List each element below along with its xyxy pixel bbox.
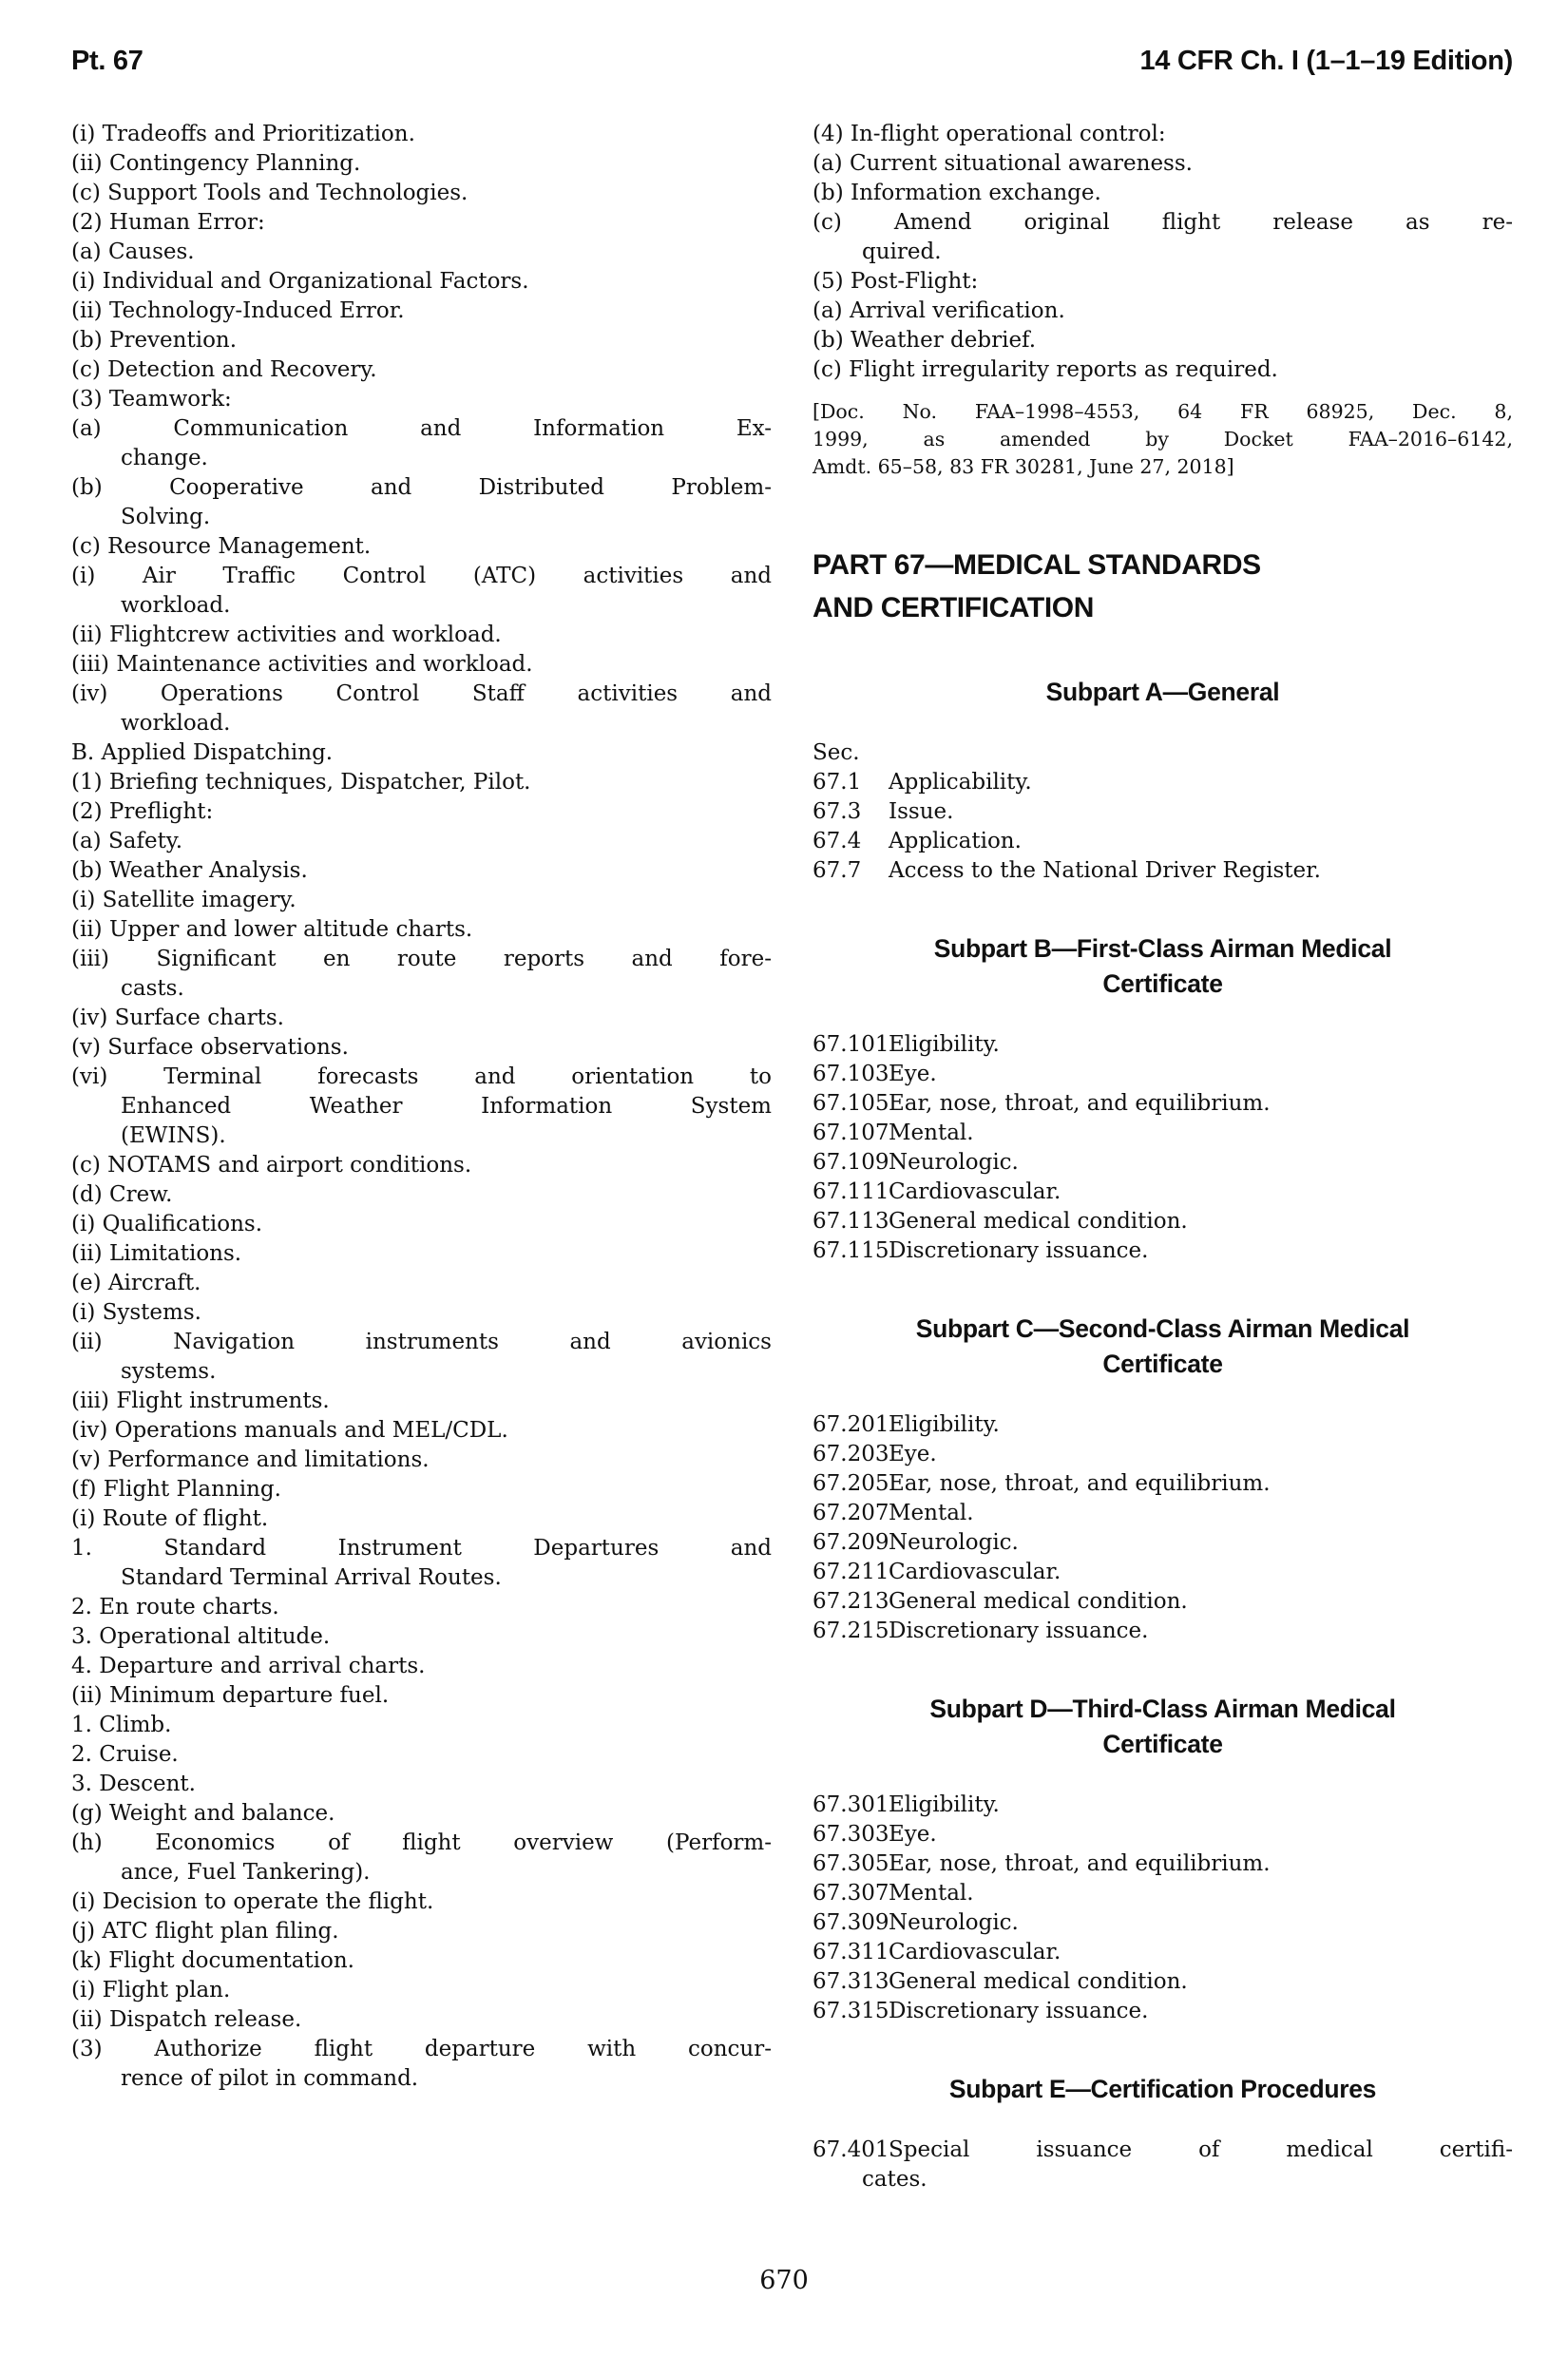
text-line: (c) Amend original flight release as re- [813, 210, 1513, 235]
section-entry [813, 797, 1513, 827]
text-line: workload. [121, 593, 231, 618]
list-item [71, 355, 772, 385]
section-entry [813, 1908, 1513, 1938]
list-item [71, 238, 772, 267]
doc-citation-note [813, 398, 1513, 481]
text-line: PART 67—MEDICAL STANDARDS [813, 549, 1261, 581]
list-item [71, 768, 772, 797]
text-line: (c) Detection and Recovery. [71, 357, 377, 382]
list-item [71, 1652, 772, 1681]
subpart-heading [813, 675, 1513, 710]
text-line: (b) Cooperative and Distributed Problem- [71, 475, 772, 500]
text-line: (a) Arrival verification. [813, 298, 1065, 323]
section-number: 67.1 [813, 770, 862, 795]
section-entry [813, 1440, 1513, 1469]
section-entry [813, 1060, 1513, 1089]
section-entry [813, 1207, 1513, 1236]
text-line: Mental. [889, 1121, 974, 1145]
text-line: Ear, nose, throat, and equilibrium. [889, 1091, 1271, 1116]
text-line: (2) Human Error: [71, 210, 265, 235]
list-item [71, 1799, 772, 1829]
text-line: (i) Qualifications. [71, 1212, 263, 1236]
text-line: (ii) Technology-Induced Error. [71, 298, 405, 323]
section-entry [813, 1558, 1513, 1587]
heading-line: Subpart D—Third-Class Airman Medical [929, 1695, 1396, 1723]
text-line: Mental. [889, 1881, 974, 1906]
text-line: (b) Weather debrief. [813, 328, 1037, 353]
section-number: 67.205 [813, 1471, 889, 1496]
text-line: Eligibility. [889, 1792, 1000, 1817]
text-line: ance, Fuel Tankering). [121, 1860, 371, 1885]
section-entry [813, 1469, 1513, 1499]
list-item [71, 1269, 772, 1298]
section-number: 67.313 [813, 1969, 889, 1994]
text-line: (iii) Maintenance activities and workload. [71, 652, 533, 677]
list-item [71, 1004, 772, 1033]
text-line: (vi) Terminal forecasts and orientation to [71, 1064, 772, 1089]
subparts-list [813, 675, 1513, 2194]
list-item [71, 945, 772, 1004]
text-line: (i) Decision to operate the flight. [71, 1889, 434, 1914]
list-item [71, 473, 772, 532]
section-number: 67.301 [813, 1792, 889, 1817]
text-line: Special issuance of medical certifi- [889, 2137, 1513, 2162]
text-line: (iii) Significant en route reports and fore- [71, 947, 772, 971]
list-item [71, 1887, 772, 1917]
list-item [71, 149, 772, 179]
text-line: (EWINS). [121, 1123, 226, 1148]
section-entry [813, 1820, 1513, 1849]
list-item [71, 1593, 772, 1622]
text-line: cates. [862, 2167, 927, 2192]
sec-label: Sec. [813, 740, 860, 765]
list-item [813, 267, 1513, 297]
section-number: 67.101 [813, 1032, 889, 1057]
text-line: (i) Individual and Organizational Factors. [71, 269, 529, 294]
list-item [813, 179, 1513, 208]
list-item [71, 532, 772, 562]
text-line: (iv) Operations Control Staff activities and [71, 681, 772, 706]
section-entry [813, 1148, 1513, 1178]
text-line: (4) In-flight operational control: [813, 122, 1166, 146]
list-item [71, 1917, 772, 1946]
text-line: (ii) Dispatch release. [71, 2007, 302, 2032]
section-entry [813, 1030, 1513, 1060]
section-number: 67.3 [813, 799, 862, 824]
section-number: 67.109 [813, 1150, 889, 1175]
text-line: (d) Crew. [71, 1182, 173, 1207]
text-line: (1) Briefing techniques, Dispatcher, Pilot. [71, 770, 531, 795]
text-line: Discretionary issuance. [889, 1619, 1149, 1643]
list-item [71, 1976, 772, 2005]
text-line: Solving. [121, 505, 211, 529]
text-line: Enhanced Weather Information System [121, 1094, 772, 1119]
heading-line: Subpart C—Second-Class Airman Medical [915, 1314, 1410, 1343]
text-line: (i) Satellite imagery. [71, 888, 296, 912]
text-line: (k) Flight documentation. [71, 1948, 354, 1973]
list-item [71, 738, 772, 768]
heading-line: Certificate [1102, 969, 1223, 998]
list-item [71, 297, 772, 326]
list-item [71, 1180, 772, 1210]
text-line: (f) Flight Planning. [71, 1477, 281, 1502]
section-entry [813, 1879, 1513, 1908]
list-item [71, 1770, 772, 1799]
list-item [71, 1504, 772, 1534]
text-line: (c) Support Tools and Technologies. [71, 181, 468, 205]
list-item [71, 1622, 772, 1652]
text-line: Cardiovascular. [889, 1179, 1061, 1204]
heading-line: Subpart B—First-Class Airman Medical [933, 934, 1392, 963]
subpart-heading [813, 2072, 1513, 2107]
text-line: (ii) Upper and lower altitude charts. [71, 917, 473, 942]
text-line: (c) NOTAMS and airport conditions. [71, 1153, 472, 1178]
text-line: (b) Weather Analysis. [71, 858, 308, 883]
text-line: (2) Preflight: [71, 799, 214, 824]
section-number: 67.207 [813, 1501, 889, 1525]
section-number: 67.7 [813, 858, 862, 883]
text-line: (iv) Operations manuals and MEL/CDL. [71, 1418, 508, 1443]
text-line: 3. Operational altitude. [71, 1624, 331, 1649]
list-item [71, 827, 772, 856]
list-item [71, 1446, 772, 1475]
text-line: General medical condition. [889, 1209, 1188, 1234]
list-item [71, 1033, 772, 1063]
heading-line: Certificate [1102, 1730, 1223, 1758]
section-entry [813, 1499, 1513, 1528]
text-line: Eye. [889, 1822, 937, 1847]
list-item [71, 120, 772, 149]
text-line: (ii) Limitations. [71, 1241, 242, 1266]
text-line: Amdt. 65–58, 83 FR 30281, June 27, 2018] [813, 455, 1234, 478]
list-item [71, 208, 772, 238]
section-entry [813, 1528, 1513, 1558]
text-line: Discretionary issuance. [889, 1238, 1149, 1263]
section-entry [813, 1089, 1513, 1119]
text-line: (5) Post-Flight: [813, 269, 979, 294]
list-item [813, 355, 1513, 385]
list-item [71, 1151, 772, 1180]
section-number: 67.103 [813, 1062, 889, 1086]
text-line: (g) Weight and balance. [71, 1801, 335, 1826]
text-line: (e) Aircraft. [71, 1271, 201, 1295]
text-line: Neurologic. [889, 1910, 1019, 1935]
subpart-heading [813, 1692, 1513, 1762]
text-line: Application. [889, 829, 1022, 853]
text-line: (i) Systems. [71, 1300, 201, 1325]
section-entry [813, 2136, 1513, 2194]
text-line: (ii) Navigation instruments and avionics [71, 1330, 772, 1354]
section-number: 67.203 [813, 1442, 889, 1466]
page-footer [0, 2266, 1568, 2295]
section-number: 67.107 [813, 1121, 889, 1145]
text-line: (a) Safety. [71, 829, 183, 853]
section-entry [813, 1617, 1513, 1646]
text-line: (v) Performance and limitations. [71, 1447, 430, 1472]
text-line: change. [121, 446, 208, 470]
text-line: Cardiovascular. [889, 1560, 1061, 1584]
section-number: 67.201 [813, 1412, 889, 1437]
text-line: B. Applied Dispatching. [71, 740, 334, 765]
section-number: 67.113 [813, 1209, 889, 1234]
text-line: systems. [121, 1359, 217, 1384]
text-line: (a) Causes. [71, 240, 195, 264]
section-entry [813, 1938, 1513, 1967]
text-line: (b) Information exchange. [813, 181, 1101, 205]
text-line: Access to the National Driver Register. [889, 858, 1321, 883]
text-line: Neurologic. [889, 1530, 1019, 1555]
left-column [71, 120, 772, 2094]
text-line: (iii) Flight instruments. [71, 1389, 330, 1413]
list-item [813, 297, 1513, 326]
list-item [71, 1681, 772, 1711]
heading-line: Subpart A—General [1045, 678, 1280, 706]
text-line: casts. [121, 976, 184, 1001]
section-entry [813, 1410, 1513, 1440]
text-line: Cardiovascular. [889, 1940, 1061, 1964]
section-number: 67.111 [813, 1179, 889, 1204]
section-entry [813, 1236, 1513, 1266]
section-number: 67.303 [813, 1822, 889, 1847]
section-number: 67.105 [813, 1091, 889, 1116]
text-line: General medical condition. [889, 1969, 1188, 1994]
section-entry [813, 1997, 1513, 2026]
text-line: Standard Terminal Arrival Routes. [121, 1565, 502, 1590]
text-line: General medical condition. [889, 1589, 1188, 1614]
part-heading [813, 544, 1513, 629]
text-line: Discretionary issuance. [889, 1999, 1149, 2023]
section-number: 67.311 [813, 1940, 889, 1964]
text-line: (h) Economics of flight overview (Perform- [71, 1830, 772, 1855]
heading-line: Certificate [1102, 1350, 1223, 1378]
section-entry [813, 1178, 1513, 1207]
text-line: AND CERTIFICATION [813, 592, 1094, 623]
list-item [71, 1298, 772, 1328]
text-line: (ii) Contingency Planning. [71, 151, 361, 176]
section-number: 67.401 [813, 2137, 889, 2162]
section-number: 67.315 [813, 1999, 889, 2023]
text-line: 1. Standard Instrument Departures and [71, 1536, 772, 1561]
list-item [71, 1534, 772, 1593]
text-line: rence of pilot in command. [121, 2066, 419, 2091]
section-number: 67.115 [813, 1238, 889, 1263]
header-part-ref: Pt. 67 [71, 46, 143, 76]
list-item [813, 149, 1513, 179]
list-item [71, 856, 772, 886]
list-item [71, 414, 772, 473]
text-line: Neurologic. [889, 1150, 1019, 1175]
text-line: 1999, as amended by Docket FAA–2016–6142, [813, 428, 1513, 450]
text-line: 2. Cruise. [71, 1742, 179, 1767]
list-item [71, 1387, 772, 1416]
header-edition-ref: 14 CFR Ch. I (1–1–19 Edition) [1139, 46, 1513, 76]
text-line: (v) Surface observations. [71, 1035, 349, 1060]
right-column [813, 120, 1513, 2194]
section-entry [813, 1967, 1513, 1997]
list-item [71, 1416, 772, 1446]
text-line: (a) Current situational awareness. [813, 151, 1193, 176]
section-entry [813, 1119, 1513, 1148]
text-line: (ii) Minimum departure fuel. [71, 1683, 390, 1708]
text-line: 1. Climb. [71, 1713, 172, 1737]
text-line: quired. [862, 240, 942, 264]
text-line: (b) Prevention. [71, 328, 238, 353]
text-line: Eye. [889, 1442, 937, 1466]
text-line: (i) Route of flight. [71, 1506, 269, 1531]
list-item [71, 562, 772, 621]
list-item [71, 886, 772, 915]
list-item [71, 680, 772, 738]
list-item [71, 1829, 772, 1887]
section-entry [813, 1791, 1513, 1820]
list-item [71, 915, 772, 945]
list-item [71, 2005, 772, 2035]
list-item [71, 1740, 772, 1770]
list-item [71, 267, 772, 297]
section-number: 67.307 [813, 1881, 889, 1906]
list-item [71, 650, 772, 680]
text-line: Eligibility. [889, 1032, 1000, 1057]
section-number: 67.213 [813, 1589, 889, 1614]
list-item [813, 208, 1513, 267]
text-line: Eligibility. [889, 1412, 1000, 1437]
outline-list [813, 120, 1513, 385]
list-item [71, 1063, 772, 1151]
text-line: (3) Authorize flight departure with concur- [71, 2037, 772, 2061]
section-entry [813, 856, 1513, 886]
section-number: 67.305 [813, 1851, 889, 1876]
list-item [71, 1711, 772, 1740]
text-line: Eye. [889, 1062, 937, 1086]
text-line: 3. Descent. [71, 1772, 196, 1796]
text-line: (j) ATC flight plan filing. [71, 1919, 339, 1944]
heading-line: Subpart E—Certification Procedures [948, 2075, 1377, 2103]
list-item [71, 1328, 772, 1387]
list-item [71, 1239, 772, 1269]
text-line: Ear, nose, throat, and equilibrium. [889, 1851, 1271, 1876]
subpart-heading [813, 931, 1513, 1002]
text-line: workload. [121, 711, 231, 736]
section-entry [813, 1587, 1513, 1617]
list-item [71, 1210, 772, 1239]
text-line: 4. Departure and arrival charts. [71, 1654, 426, 1678]
list-item [813, 326, 1513, 355]
text-line: (iv) Surface charts. [71, 1006, 284, 1030]
text-line: (ii) Flightcrew activities and workload. [71, 623, 502, 647]
section-entry [813, 1849, 1513, 1879]
list-item [813, 120, 1513, 149]
text-line: (3) Teamwork: [71, 387, 232, 412]
section-number: 67.215 [813, 1619, 889, 1643]
list-item [71, 1946, 772, 1976]
section-number: 67.309 [813, 1910, 889, 1935]
text-line: Ear, nose, throat, and equilibrium. [889, 1471, 1271, 1496]
text-line: Applicability. [889, 770, 1032, 795]
text-line: (c) Flight irregularity reports as required. [813, 357, 1278, 382]
list-item [71, 326, 772, 355]
section-number: 67.209 [813, 1530, 889, 1555]
subpart-heading [813, 1312, 1513, 1382]
section-number: 67.211 [813, 1560, 889, 1584]
text-line: [Doc. No. FAA–1998–4553, 64 FR 68925, Dec. 8, [813, 400, 1513, 423]
page-header [71, 46, 1513, 77]
section-entry [813, 827, 1513, 856]
page-number: 670 [759, 2266, 809, 2295]
section-entry [813, 768, 1513, 797]
text-line: 2. En route charts. [71, 1595, 279, 1619]
text-line: (a) Communication and Information Ex- [71, 416, 772, 441]
list-item [71, 621, 772, 650]
section-number: 67.4 [813, 829, 862, 853]
list-item [71, 797, 772, 827]
text-line: Issue. [889, 799, 954, 824]
text-line: (i) Flight plan. [71, 1978, 231, 2002]
list-item [71, 1475, 772, 1504]
list-item [71, 2035, 772, 2094]
text-line: (c) Resource Management. [71, 534, 372, 559]
text-line: Mental. [889, 1501, 974, 1525]
list-item [71, 179, 772, 208]
text-line: (i) Air Traffic Control (ATC) activities and [71, 564, 772, 588]
list-item [71, 385, 772, 414]
text-line: (i) Tradeoffs and Prioritization. [71, 122, 415, 146]
